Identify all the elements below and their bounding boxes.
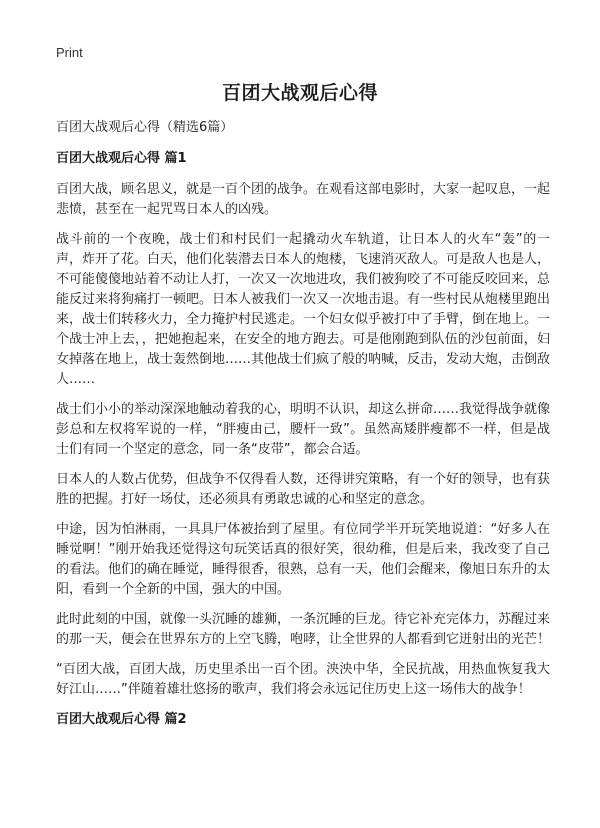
paragraph-3: 战士们小小的举动深深地触动着我的心，明明不认识，却这么拼命……我觉得战争就像彭总和左权将军说的一样，“胖瘦由己，腰杆一致”。虽然高矮胖瘦都不一样，但是战士们有同一个坚定的意念，同一条“皮带”，都会合适。: [56, 402, 551, 457]
print-link[interactable]: Print: [56, 45, 83, 60]
paragraph-6: 此时此刻的中国，就像一头沉睡的雄狮，一条沉睡的巨龙。待它补充完体力，苏醒过来的那一天，便会在世界东方的上空飞腾，咆哮，让全世界的人都看到它迸射出的光芒！: [56, 612, 551, 647]
article-subtitle: 百团大战观后心得（精选6篇）: [56, 120, 234, 135]
section-heading-1: 百团大战观后心得 篇1: [56, 151, 187, 166]
paragraph-7: “百团大战，百团大战，历史里杀出一百个团。泱泱中华，全民抗战，用热血恢复我大好江山……”伴随着雄壮悠扬的歌声，我们将会永远记住历史上这一场伟大的战争！: [56, 662, 550, 697]
article-body: [56, 118, 550, 741]
page-title: 百团大战观后心得: [221, 82, 378, 104]
section-heading-2: 百团大战观后心得 篇2: [56, 712, 187, 727]
paragraph-4: 日本人的人数占优势，但战争不仅得看人数，还得讲究策略，有一个好的领导，也有获胜的把握。打好一场仗，还必须具有勇敢忠诚的心和坚定的意念。: [56, 472, 551, 507]
paragraph-1: 百团大战，顾名思义，就是一百个团的战争。在观看这部电影时，大家一起叹息，一起悲愤，甚至在一起咒骂日本人的凶残。: [56, 182, 551, 217]
paragraph-5: 中途，因为怕淋雨，一具具尸体被抬到了屋里。有位同学半开玩笑地说道：“好多人在睡觉啊！”刚开始我还觉得这句玩笑话真的很好笑，很幼稚，但是后来，我改变了自己的看法。他们的确在睡觉，睡得很香，很熟，总有一天，他们会醒来，像旭日东升的太阳，看到一个全新的中国，强大的中国。: [56, 522, 551, 597]
paragraph-2: 战斗前的一个夜晚，战士们和村民们一起撬动火车轨道，让日本人的火车“轰”的一声，炸开了花。白天，他们化装潜去日本人的炮楼，飞速消灭敌人。可是敌人也是人，不可能傻傻地站着不动让人打，一次又一次地进攻，我们被狗咬了不可能反咬回来，总能反过来将狗痛打一顿吧。日本人被我们一次又一次地击退。有一些村民从炮楼里跑出来，战士们转移火力，全力掩护村民逃走。一个妇女似乎被打中了手臂，倒在地上。一个战士冲上去，，把她抱起来，在安全的地方跑去。可是他刚跑到队伍的沙包前面，妇女掉落在地上，战士轰然倒地……其他战士们疯了般的呐喊，反击，发动大炮，击倒敌人……: [56, 232, 551, 387]
